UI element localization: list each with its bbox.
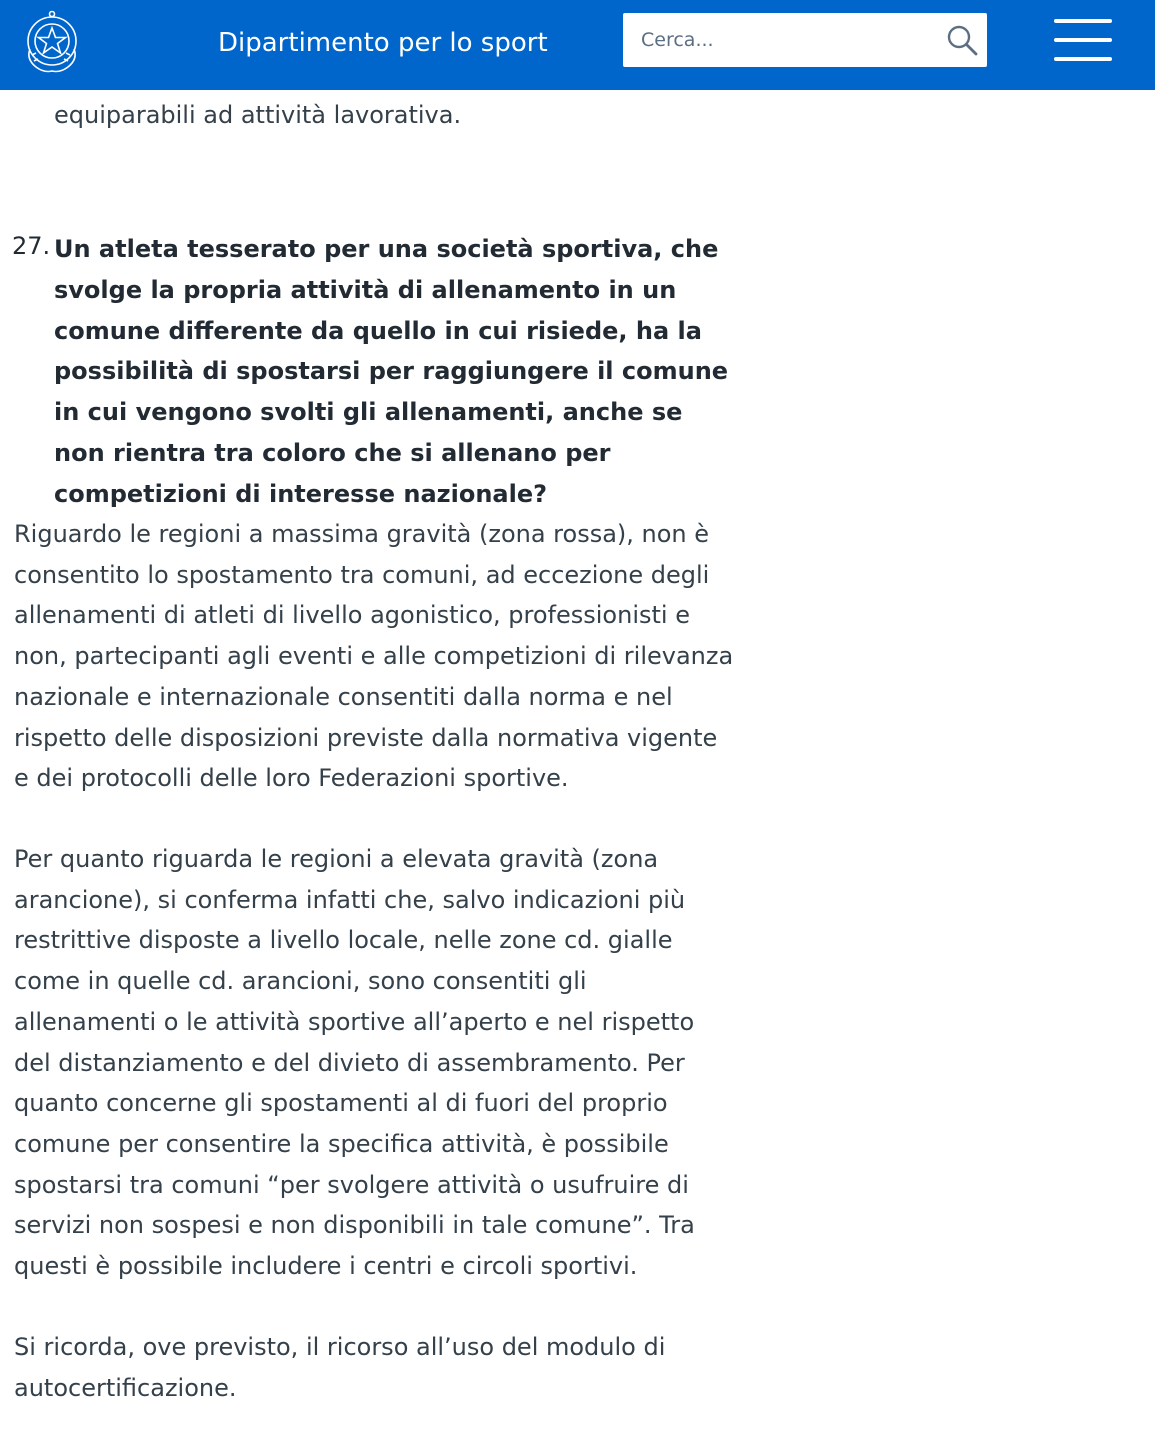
search-icon[interactable] (946, 24, 978, 56)
site-header (0, 0, 1155, 90)
faq-question: Un atleta tesserato per una società sportiva, che svolge la propria attività di allenamento in un comune differente da quello in cui risiede, ha la possibilità di spostarsi per raggiungere il comune in cui vengono svolti gli allenamenti, anche se non rientra tra coloro che si allenano per competizioni di interesse nazionale? (54, 235, 729, 508)
answer-paragraph-1: Riguardo le regioni a massima gravità (zona rossa), non è consentito lo spostamento tra comuni, ad eccezione degli allenamenti di atleti di livello agonistico, professionisti e non, partecipanti agli eventi e alle competizioni di rilevanza nazionale e internazionale consentiti dalla norma e nel rispetto delle disposizioni previste dalla normativa vigente e dei protocolli delle loro Federazioni sportive. (14, 520, 734, 793)
site-title[interactable]: Dipartimento per lo sport (218, 28, 548, 58)
search-input[interactable] (641, 25, 941, 55)
republic-emblem-icon[interactable] (22, 9, 82, 77)
previous-answer-tail: equiparabili ad attività lavorativa. (54, 101, 462, 129)
answer-paragraph-2: Per quanto riguarda le regioni a elevata gravità (zona arancione), si conferma infatti che, salvo indicazioni più restrittive disposte a livello locale, nelle zone cd. gialle come in quelle cd. arancioni, sono consentiti gli allenamenti o le attività sportive all’aperto e nel rispetto del distanziamento e del divieto di assembramento. Per quanto concerne gli spostamenti al di fuori del proprio comune per consentire la specifica attività, è possibile spostarsi tra comuni “per svolgere attività o usufruire di servizi non sospesi e non disponibili in tale comune”. Tra questi è possibile includere i centri e circoli sportivi. (14, 845, 695, 1281)
search-box[interactable] (623, 13, 987, 67)
question-number: 27. (12, 232, 51, 260)
hamburger-menu-icon[interactable] (1054, 19, 1112, 61)
answer-paragraph-3: Si ricorda, ove previsto, il ricorso all’uso del modulo di autocertificazione. (14, 1333, 666, 1402)
